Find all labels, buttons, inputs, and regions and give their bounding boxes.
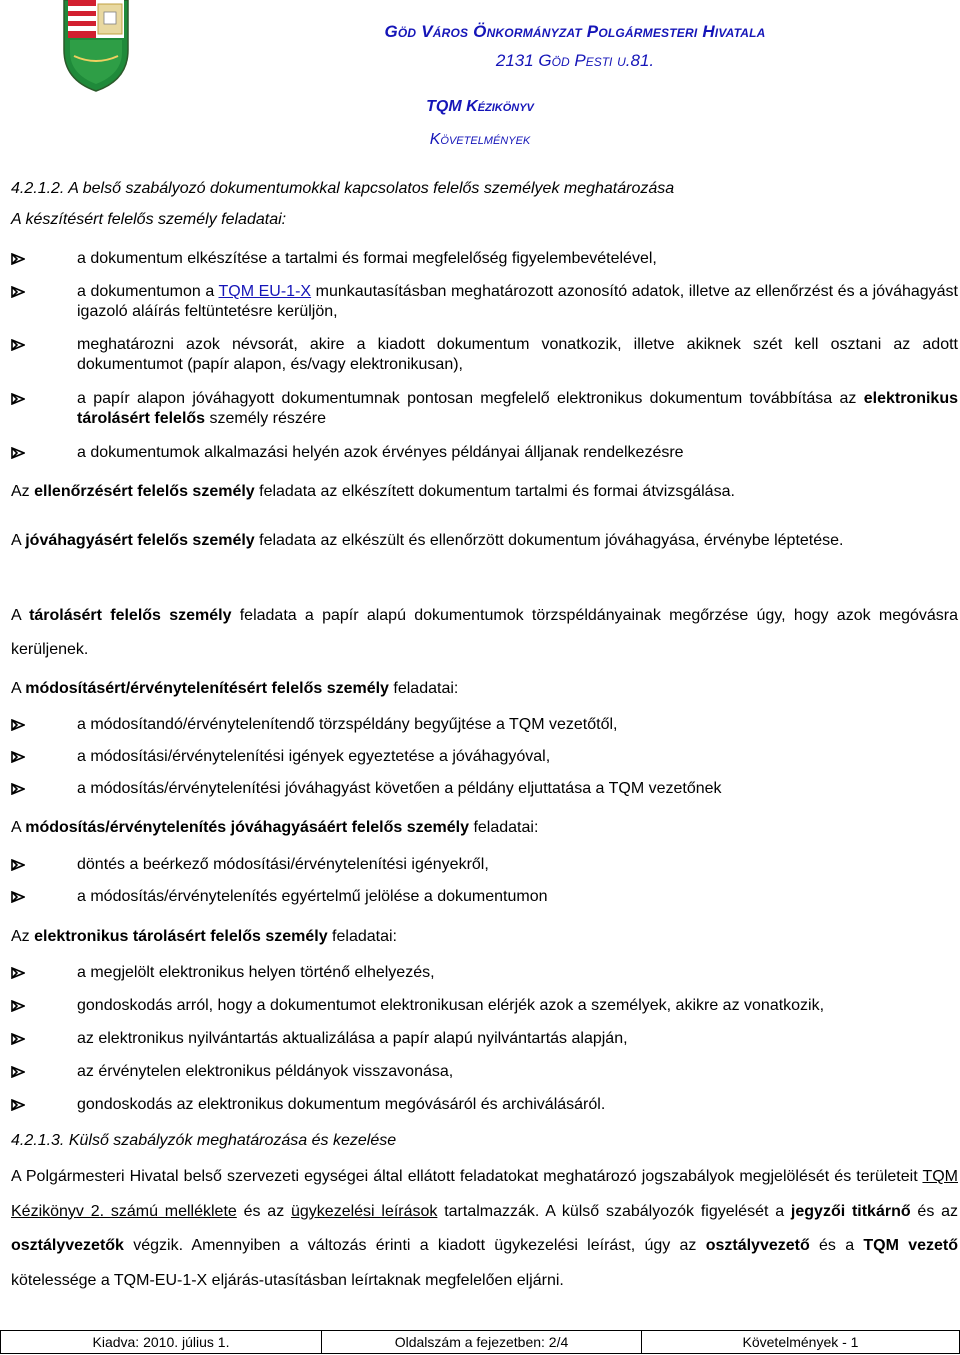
text: és az [910, 1202, 959, 1220]
arrowhead-bullet-icon [11, 747, 31, 763]
list-item-text: munkautasításban meghatározott azonosító adatok, illetve az ellenőrzést és a jóváhagyást igazoló aláírás feltüntetésre kerüljön, [77, 283, 959, 320]
paragraph-check [11, 482, 960, 502]
arrowhead-bullet-icon [11, 855, 31, 871]
bold-text: osztályvezető [705, 1237, 810, 1254]
bold-text: elektronikus tárolásért felelős személy [34, 928, 328, 945]
page-number: Oldalszám a fejezetben: 2/4 [394, 1334, 569, 1350]
text: kötelessége a TQM-EU-1-X eljárás-utasításban leírtaknak megfelelően eljárni. [11, 1271, 564, 1289]
text: végzik. Amennyiben a változás érinti a kiadott ügykezelési leírást, úgy az [123, 1237, 706, 1254]
text: feladatai: [327, 928, 397, 945]
arrowhead-bullet-icon [11, 1062, 31, 1078]
tqm-eu-1-x-link[interactable]: TQM EU-1-X [218, 283, 312, 300]
arrowhead-bullet-icon [11, 443, 31, 459]
list-item: a dokumentum elkészítése a tartalmi és formai megfelelőség figyelembevételével, [77, 250, 657, 267]
list-item: a dokumentumok alkalmazási helyén azok érvényes példányai álljanak rendelkezésre [77, 444, 684, 461]
arrowhead-bullet-icon [11, 282, 31, 298]
bold-text: módosítás/érvénytelenítés jóváhagyásáért felelős személy [25, 819, 469, 836]
list-item: meghatározni azok névsorát, akire a kiadott dokumentum vonatkozik, illetve akiknek szét kell osztani az adott dokumentumot (papír alapon, és/vagy elektronikusan), [77, 336, 958, 373]
text: A [11, 680, 26, 697]
list-item: gondoskodás arról, hogy a dokumentumot elektronikusan elérjék azok a személyek, akikre az vonatkozik, [77, 997, 825, 1014]
organization-address: 2131 Göd Pesti u.81. [495, 51, 655, 70]
list-item: a módosítandó/érvénytelenítendő törzspéldány begyűjtése a TQM vezetőtől, [77, 716, 618, 733]
bold-text: TQM vezető [863, 1237, 958, 1254]
text: feladata az elkészített dokumentum tartalmi és formai átvizsgálása. [254, 483, 735, 500]
list-item: döntés a beérkező módosítási/érvénytelenítési igényekről, [77, 856, 489, 873]
case-handling-descriptions-link[interactable]: ügykezelési leírások [291, 1202, 438, 1220]
text: és a [809, 1237, 864, 1254]
arrowhead-bullet-icon [11, 779, 31, 795]
arrowhead-bullet-icon [11, 1029, 31, 1045]
list-item: a megjelölt elektronikus helyen történő elhelyezés, [77, 964, 435, 981]
section-title-4-2-1-3: 4.2.1.3. Külső szabályzók meghatározása és kezelése [11, 1132, 397, 1149]
text: A Polgármesteri Hivatal belső szervezeti egységei által ellátott feladatokat meghatározó jogszabályok megjelölését és területeit [11, 1168, 923, 1185]
paragraph-elec [11, 927, 960, 947]
chapter-page: Követelmények - 1 [742, 1334, 859, 1350]
arrowhead-bullet-icon [11, 996, 31, 1012]
bold-text: jóváhagyásért felelős személy [25, 532, 255, 549]
paragraph-store [11, 599, 958, 667]
list-item: az elektronikus nyilvántartás aktualizálása a papír alapú nyilvántartás alapján, [77, 1030, 628, 1047]
chapter-title: Követelmények [429, 131, 531, 148]
arrowhead-bullet-icon [11, 249, 31, 265]
bold-text: tárolásért felelős személy [29, 607, 232, 624]
list-item: gondoskodás az elektronikus dokumentum megóvásáról és archiválásáról. [77, 1096, 606, 1113]
arrowhead-bullet-icon [11, 887, 31, 903]
list-item: a módosítási/érvénytelenítési igények egyeztetése a jóváhagyóval, [77, 748, 551, 765]
tqm-manual-annex-link[interactable]: TQM Kézikönyv 2. számú melléklete [11, 1168, 958, 1220]
paragraph-external-rules [11, 1160, 958, 1298]
list-item: a módosítás/érvénytelenítés egyértelmű jelölése a dokumentumon [77, 888, 548, 905]
arrowhead-bullet-icon [11, 963, 31, 979]
paragraph-modapp [11, 818, 960, 838]
text: A [11, 532, 26, 549]
list-item: az érvénytelen elektronikus példányok visszavonása, [77, 1063, 454, 1080]
arrowhead-bullet-icon [11, 1095, 31, 1111]
text: feladata az elkészült és ellenőrzött dokumentum jóváhagyása, érvénybe léptetése. [254, 532, 844, 549]
text: feladatai: [469, 819, 539, 836]
manual-title: TQM Kézikönyv [426, 98, 534, 115]
text: Az [11, 928, 35, 945]
arrowhead-bullet-icon [11, 389, 31, 405]
text: tartalmazzák. A külső szabályozók figyelését a [437, 1202, 791, 1220]
list-item-text: személy részére [205, 410, 326, 427]
list-item-text: a papír alapon jóváhagyott dokumentumnak pontosan megfelelő elektronikus dokumentum továbbítása az [77, 390, 864, 407]
organization-name: Göd Város Önkormányzat Polgármesteri Hivatala [384, 22, 766, 41]
text: A [11, 819, 26, 836]
list-item: a módosítás/érvénytelenítési jóváhagyást követően a példány eljuttatása a TQM vezetőnek [77, 780, 722, 797]
list-item [77, 282, 958, 322]
list-item-text: a dokumentumon a [77, 283, 219, 300]
paragraph-mod [11, 679, 960, 699]
text: A [11, 607, 30, 624]
bold-text: módosításért/érvénytelenítésért felelős személy [25, 680, 389, 697]
page-footer [0, 1330, 960, 1354]
bold-text: osztályvezetők [11, 1237, 124, 1254]
text: feladatai: [388, 680, 459, 697]
list-item-bold: elektronikus tárolásért felelős [77, 390, 958, 427]
bold-text: jegyzői titkárnő [790, 1202, 911, 1220]
issue-date: Kiadva: 2010. július 1. [92, 1334, 230, 1350]
creator-intro: A készítésért felelős személy feladatai: [11, 211, 287, 228]
text: feladata a papír alapú dokumentumok törzspéldányainak megőrzése úgy, hogy azok megóvásra kerüljenek. [11, 607, 959, 658]
text: és az [236, 1202, 291, 1220]
coat-of-arms-icon [62, 0, 130, 92]
arrowhead-bullet-icon [11, 715, 31, 731]
arrowhead-bullet-icon [11, 335, 31, 351]
bold-text: ellenőrzésért felelős személy [34, 483, 255, 500]
section-title-4-2-1-2: 4.2.1.2. A belső szabályozó dokumentumokkal kapcsolatos felelős személyek meghatározása [11, 180, 675, 197]
text: Az [11, 483, 35, 500]
paragraph-approve [11, 525, 958, 557]
list-item [77, 389, 958, 429]
